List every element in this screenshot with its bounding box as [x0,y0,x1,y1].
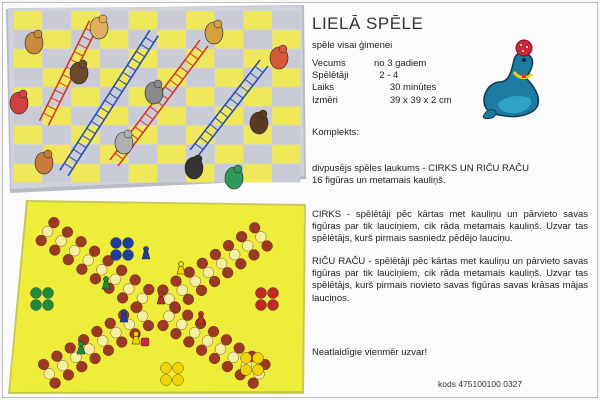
product-subtitle: spēle visai ģimenei [312,40,393,51]
home-cell [43,288,54,299]
contents-line: 16 figūras un metamais kauliņš. [312,175,446,187]
dice [141,338,149,346]
track-cell [190,276,201,287]
track-cell [196,285,207,296]
track-cell [90,273,101,284]
animal-head [19,90,27,98]
track-cell [137,311,148,322]
board-square [129,164,157,183]
home-cell [111,250,122,261]
track-cell [209,276,220,287]
game-piece-head [198,311,203,316]
board-square [100,49,128,67]
track-cell [228,352,239,363]
spec-label: Vecums [312,58,346,69]
seal-eye [522,58,526,62]
board-square [272,145,300,164]
spec-label: Laiks [312,82,335,94]
track-cell [36,235,47,246]
animal-head [214,20,222,28]
animal-head [194,155,202,163]
board-square [244,164,272,183]
track-cell [50,378,61,389]
home-cell [111,238,122,249]
product-specs [312,58,452,107]
track-cell [229,249,240,260]
circus-board-image [4,3,308,195]
spec-value: 2 - 4 [374,70,399,82]
board-square [215,49,243,67]
track-cell [83,255,94,266]
track-cell [234,343,245,354]
game-piece-head [143,246,148,251]
board-square [186,68,214,87]
track-cell [249,250,260,261]
track-cell [242,240,253,251]
spec-row-players [312,70,452,82]
track-cell [117,293,128,304]
animal-head [44,150,52,158]
game-piece-head [121,309,126,314]
track-cell [110,274,121,285]
track-cell [208,326,219,337]
board-square [43,11,71,30]
board-square [71,87,99,106]
track-cell [262,241,273,252]
home-cell [31,288,42,299]
track-cell [203,267,214,278]
animal-head [234,165,242,173]
track-cell [164,311,175,322]
home-cell [173,375,184,386]
ricu-racu-board-image [6,198,308,396]
track-cell [116,265,127,276]
track-cell [222,361,233,372]
track-cell [132,302,143,313]
home-cell [43,300,54,311]
product-title: LIELĀ SPĒLE [312,14,424,33]
board-square [129,145,157,164]
track-cell [105,318,116,329]
animal-head [99,15,107,23]
home-cell [241,365,252,376]
animal-head [79,60,87,68]
track-cell [89,246,100,257]
track-cell [124,284,135,295]
game-piece-head [133,331,138,336]
home-cell [173,363,184,374]
track-cell [63,370,74,381]
spec-row-dimensions [312,95,452,107]
spec-value: 39 x 39 x 2 cm [374,94,452,106]
seal-flipper [483,110,496,119]
board-square [14,11,42,30]
track-cell [221,334,232,345]
spec-label: Izmēri [312,94,338,106]
track-cell [52,351,63,362]
home-cell [241,353,252,364]
track-cell [92,326,103,337]
track-cell [176,319,187,330]
track-cell [103,345,114,356]
track-cell [177,285,188,296]
animal-head [154,80,162,88]
track-cell [189,327,200,338]
track-cell [62,227,73,238]
game-piece-head [178,261,183,266]
track-cell [183,337,194,348]
seal-with-ball-illustration [478,38,556,122]
board-square [244,68,272,87]
spec-value: no 3 gadiem [374,58,427,69]
board-square [215,145,243,164]
animal-head [34,30,42,38]
board-square [244,11,272,30]
track-cell [56,236,67,247]
game-piece-head [103,276,108,281]
board-square [158,11,186,30]
ricu-racu-rules: RIČU RAČU - spēlētāji pēc kārtas met kauliņu un pārvieto savas figūras par tik lauciņiem, cik rāda metamais kauliņš. Uzvar tas spēlētājs, kurš pirmais novieto savas figūras savas krāsas mājas lauciņos. [312,256,588,304]
board-square [158,145,186,164]
track-cell [210,249,221,260]
track-cell [158,320,169,331]
contents-line: divpusējs spēles laukums - CIRKS UN RIČU RAČU [312,163,529,174]
board-square [215,68,243,87]
board-square [186,87,214,106]
board-square [71,164,99,183]
board-square [158,164,186,183]
track-cell [256,232,267,243]
board-square [272,164,300,183]
seal-ball [516,40,532,56]
home-cell [161,375,172,386]
track-cell [97,336,108,347]
track-cell [76,236,87,247]
home-cell [123,238,134,249]
board-square [272,87,300,106]
track-cell [65,343,76,354]
board-square [272,30,300,48]
track-cell [143,284,154,295]
board-square [43,126,71,145]
animal-head [259,110,267,118]
spec-label: Spēlētāji [312,70,349,82]
track-cell [57,360,68,371]
track-cell [223,240,234,251]
animal-head [279,45,287,53]
home-cell [161,363,172,374]
track-cell [116,337,127,348]
spec-value: 30 minūtes [374,82,437,94]
track-cell [84,344,95,355]
board-square [272,68,300,87]
track-cell [183,294,194,305]
track-cell [248,378,259,389]
track-cell [49,245,60,256]
spec-row-time [312,82,452,94]
home-cell [268,288,279,299]
track-cell [63,254,74,265]
track-cell [44,368,55,379]
track-cell [235,258,246,269]
track-cell [171,328,182,339]
track-cell [249,222,260,233]
product-code: kods 475100100 0327 [438,379,523,389]
board-square [272,126,300,145]
animal-head [124,130,132,138]
board-square [244,49,272,67]
track-cell [209,353,220,364]
closing-slogan: Neatlaidīgie vienmēr uzvar! [312,347,428,358]
board-square [158,126,186,145]
track-cell [90,353,101,364]
cirks-rules: CIRKS - spēlētāji pēc kārtas met kauliņu un pārvieto savas figūras par tik lauciņiem, cik rāda metamais kauliņš. Uzvar tas spēlētājs, kurš pirmais sasniedz pēdējo lauciņu. [312,209,588,245]
board-square [272,107,300,126]
track-cell [49,217,60,228]
track-cell [130,275,141,286]
track-cell [184,267,195,278]
track-cell [96,264,107,275]
board-square [244,145,272,164]
contents-heading: Komplekts: [312,127,359,138]
home-cell [256,300,267,311]
track-cell [182,310,193,321]
track-cell [216,258,227,269]
home-cell [31,300,42,311]
board-square [14,68,42,87]
track-cell [171,276,182,287]
spec-row-age [312,58,452,70]
board-square [244,30,272,48]
board-square [244,87,272,106]
board-square [272,11,300,30]
board-square [186,107,214,126]
track-cell [38,359,49,370]
track-cell [222,267,233,278]
board-square [129,11,157,30]
track-cell [76,361,87,372]
track-cell [69,245,80,256]
track-cell [42,226,53,237]
track-cell [143,320,154,331]
contents-list [312,163,588,187]
track-cell [215,344,226,355]
home-cell [253,365,264,376]
track-cell [197,258,208,269]
board-square [100,164,128,183]
track-cell [111,327,122,338]
board-square [158,30,186,48]
track-cell [236,231,247,242]
track-cell [196,345,207,356]
board-square [158,107,186,126]
home-cell [253,353,264,364]
home-cell [256,288,267,299]
track-cell [202,336,213,347]
game-piece-head [78,341,83,346]
board-square [43,30,71,48]
home-cell [123,250,134,261]
track-cell [77,264,88,275]
board-square [43,68,71,87]
track-cell [169,302,180,313]
board-square [14,126,42,145]
game-piece-head [158,291,163,296]
seal-collar-red [522,74,526,78]
home-cell [268,300,279,311]
